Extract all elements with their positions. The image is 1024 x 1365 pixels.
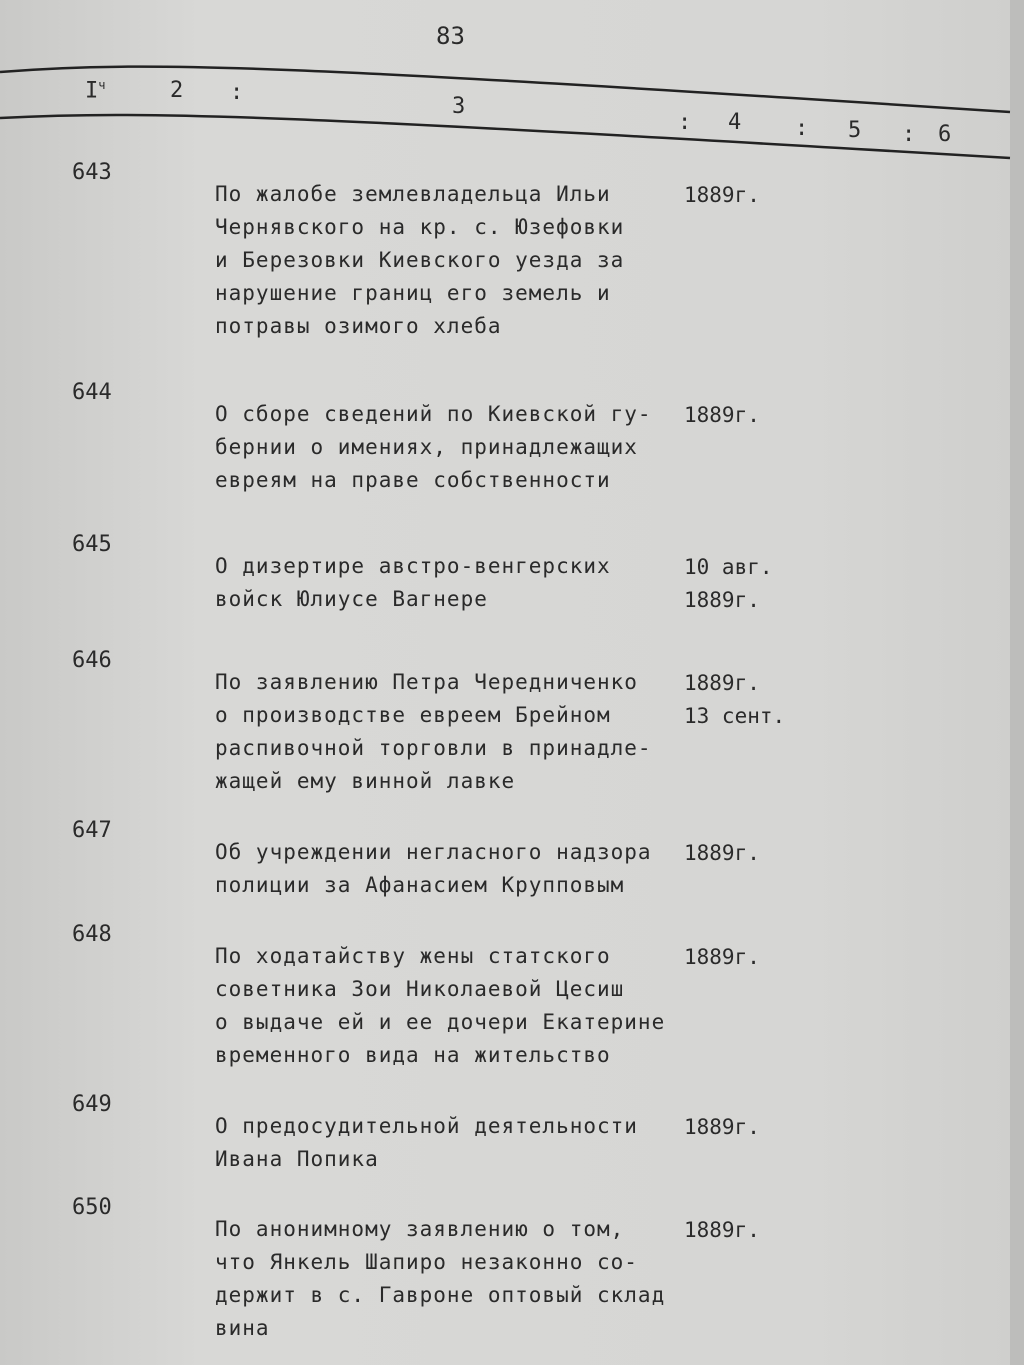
entry-description	[215, 398, 652, 497]
entry-number: 646	[72, 648, 112, 673]
description-line: держит в с. Гавроне оптовый склад	[215, 1283, 666, 1307]
date-line: 1889г.	[684, 183, 760, 207]
entry-number: 645	[72, 532, 112, 557]
entry-description	[215, 940, 665, 1072]
entry-description	[215, 836, 652, 902]
entry-description	[215, 550, 611, 616]
page-edge	[1010, 0, 1024, 1365]
description-line: полиции за Афанасием Крупповым	[215, 873, 625, 897]
description-line: евреям на праве собственности	[215, 468, 611, 492]
entry-description	[215, 1213, 665, 1345]
date-line: 1889г.	[684, 588, 760, 612]
description-line: По анонимному заявлению о том,	[215, 1217, 625, 1241]
date-line: 1889г.	[684, 1218, 760, 1242]
description-line: О дизертире австро-венгерских	[215, 554, 611, 578]
header-col3: 3	[452, 94, 466, 119]
description-line: По жалобе землевладельца Ильи	[215, 182, 611, 206]
header-sep: :	[678, 110, 692, 135]
description-line: По заявлению Петра Чередниченко	[215, 670, 638, 694]
header-sep: :	[795, 116, 809, 141]
description-line: Ивана Попика	[215, 1147, 379, 1171]
entry-description	[215, 178, 624, 343]
description-line: нарушение границ его земель и	[215, 281, 611, 305]
description-line: и Березовки Киевского уезда за	[215, 248, 625, 272]
header-sep: :	[230, 80, 244, 105]
description-line: временного вида на жительство	[215, 1043, 611, 1067]
description-line: О сборе сведений по Киевской гу-	[215, 402, 652, 426]
header-col5: 5	[848, 118, 862, 143]
header-sep: :	[902, 122, 916, 147]
description-line: Об учреждении негласного надзора	[215, 840, 652, 864]
description-line: Чернявского на кр. с. Юзефовки	[215, 215, 625, 239]
date-line: 13 сент.	[684, 704, 786, 728]
description-line: вина	[215, 1316, 270, 1340]
entry-number: 650	[72, 1195, 112, 1220]
header-col1: $I^ч$	[85, 78, 106, 104]
description-line: советника Зои Николаевой Цесиш	[215, 977, 625, 1001]
date-line: 1889г.	[684, 403, 760, 427]
entry-description	[215, 1110, 638, 1176]
description-line: что Янкель Шапиро незаконно со-	[215, 1250, 638, 1274]
entry-date	[684, 178, 760, 211]
description-line: о производстве евреем Брейном	[215, 703, 611, 727]
entry-date	[684, 1213, 760, 1246]
entry-number: 647	[72, 818, 112, 843]
description-line: потравы озимого хлеба	[215, 314, 502, 338]
date-line: 1889г.	[684, 945, 760, 969]
date-line: 10 авг.	[684, 555, 773, 579]
description-line: жащей ему винной лавке	[215, 769, 516, 793]
date-line: 1889г.	[684, 1115, 760, 1139]
date-line: 1889г.	[684, 841, 760, 865]
entry-number: 644	[72, 380, 112, 405]
entry-number: 643	[72, 160, 112, 185]
date-line: 1889г.	[684, 671, 760, 695]
header-col2: 2	[170, 78, 184, 103]
entry-date	[684, 836, 760, 869]
entry-date	[684, 398, 760, 431]
header-col6: 6	[938, 122, 952, 147]
description-line: распивочной торговли в принадле-	[215, 736, 652, 760]
header-col4: 4	[728, 110, 742, 135]
description-line: О предосудительной деятельности	[215, 1114, 638, 1138]
page-number: 83	[436, 22, 465, 50]
entry-date	[684, 666, 785, 732]
entry-date	[684, 550, 773, 616]
entry-description	[215, 666, 652, 798]
header-rules	[0, 0, 1024, 170]
entry-date	[684, 940, 760, 973]
description-line: о выдаче ей и ее дочери Екатерине	[215, 1010, 666, 1034]
description-line: По ходатайству жены статского	[215, 944, 611, 968]
description-line: войск Юлиусе Вагнере	[215, 587, 488, 611]
entry-number: 648	[72, 922, 112, 947]
description-line: бернии о имениях, принадлежащих	[215, 435, 638, 459]
entry-date	[684, 1110, 760, 1143]
entry-number: 649	[72, 1092, 112, 1117]
